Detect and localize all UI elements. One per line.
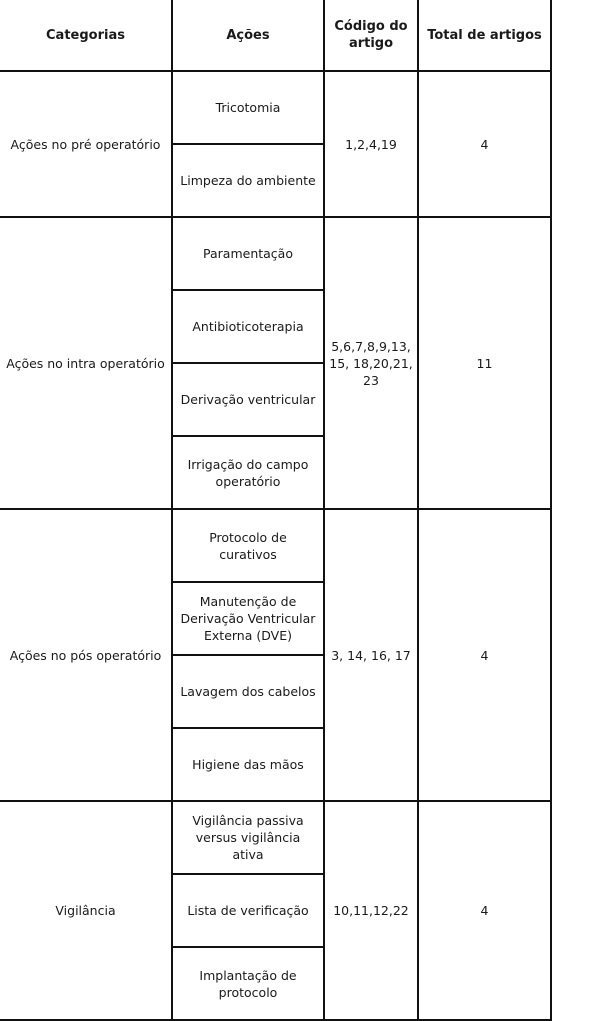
header-total: Total de artigos	[418, 0, 551, 71]
header-acoes: Ações	[172, 0, 324, 71]
action-cell: Lista de verificação	[172, 874, 324, 947]
table-row	[0, 217, 551, 290]
action-cell: Limpeza do ambiente	[172, 144, 324, 217]
action-cell: Manutenção de Derivação Ventricular Externa (DVE)	[172, 582, 324, 655]
action-cell: Implantação de protocolo	[172, 947, 324, 1020]
table-row	[0, 801, 551, 874]
category-cell: Vigilância	[0, 801, 172, 1020]
article-codes-cell: 5,6,7,8,9,13,15, 18,20,21,23	[324, 217, 418, 509]
category-cell: Ações no pós operatório	[0, 509, 172, 801]
action-cell: Tricotomia	[172, 71, 324, 144]
action-cell: Antibioticoterapia	[172, 290, 324, 363]
action-cell: Irrigação do campo operatório	[172, 436, 324, 509]
category-cell: Ações no pré operatório	[0, 71, 172, 217]
total-cell: 4	[418, 801, 551, 1020]
action-cell: Vigilância passiva versus vigilância ativa	[172, 801, 324, 874]
article-codes-cell: 3, 14, 16, 17	[324, 509, 418, 801]
total-cell: 4	[418, 71, 551, 217]
total-cell: 11	[418, 217, 551, 509]
action-cell: Lavagem dos cabelos	[172, 655, 324, 728]
article-codes-cell: 10,11,12,22	[324, 801, 418, 1020]
total-cell: 4	[418, 509, 551, 801]
header-row	[0, 0, 551, 71]
category-cell: Ações no intra operatório	[0, 217, 172, 509]
action-cell: Derivação ventricular	[172, 363, 324, 436]
header-codigo: Código do artigo	[324, 0, 418, 71]
table-row	[0, 71, 551, 144]
action-cell: Higiene das mãos	[172, 728, 324, 801]
action-cell: Protocolo de curativos	[172, 509, 324, 582]
table-row	[0, 509, 551, 582]
article-codes-cell: 1,2,4,19	[324, 71, 418, 217]
action-cell: Paramentação	[172, 217, 324, 290]
header-categorias: Categorias	[0, 0, 172, 71]
